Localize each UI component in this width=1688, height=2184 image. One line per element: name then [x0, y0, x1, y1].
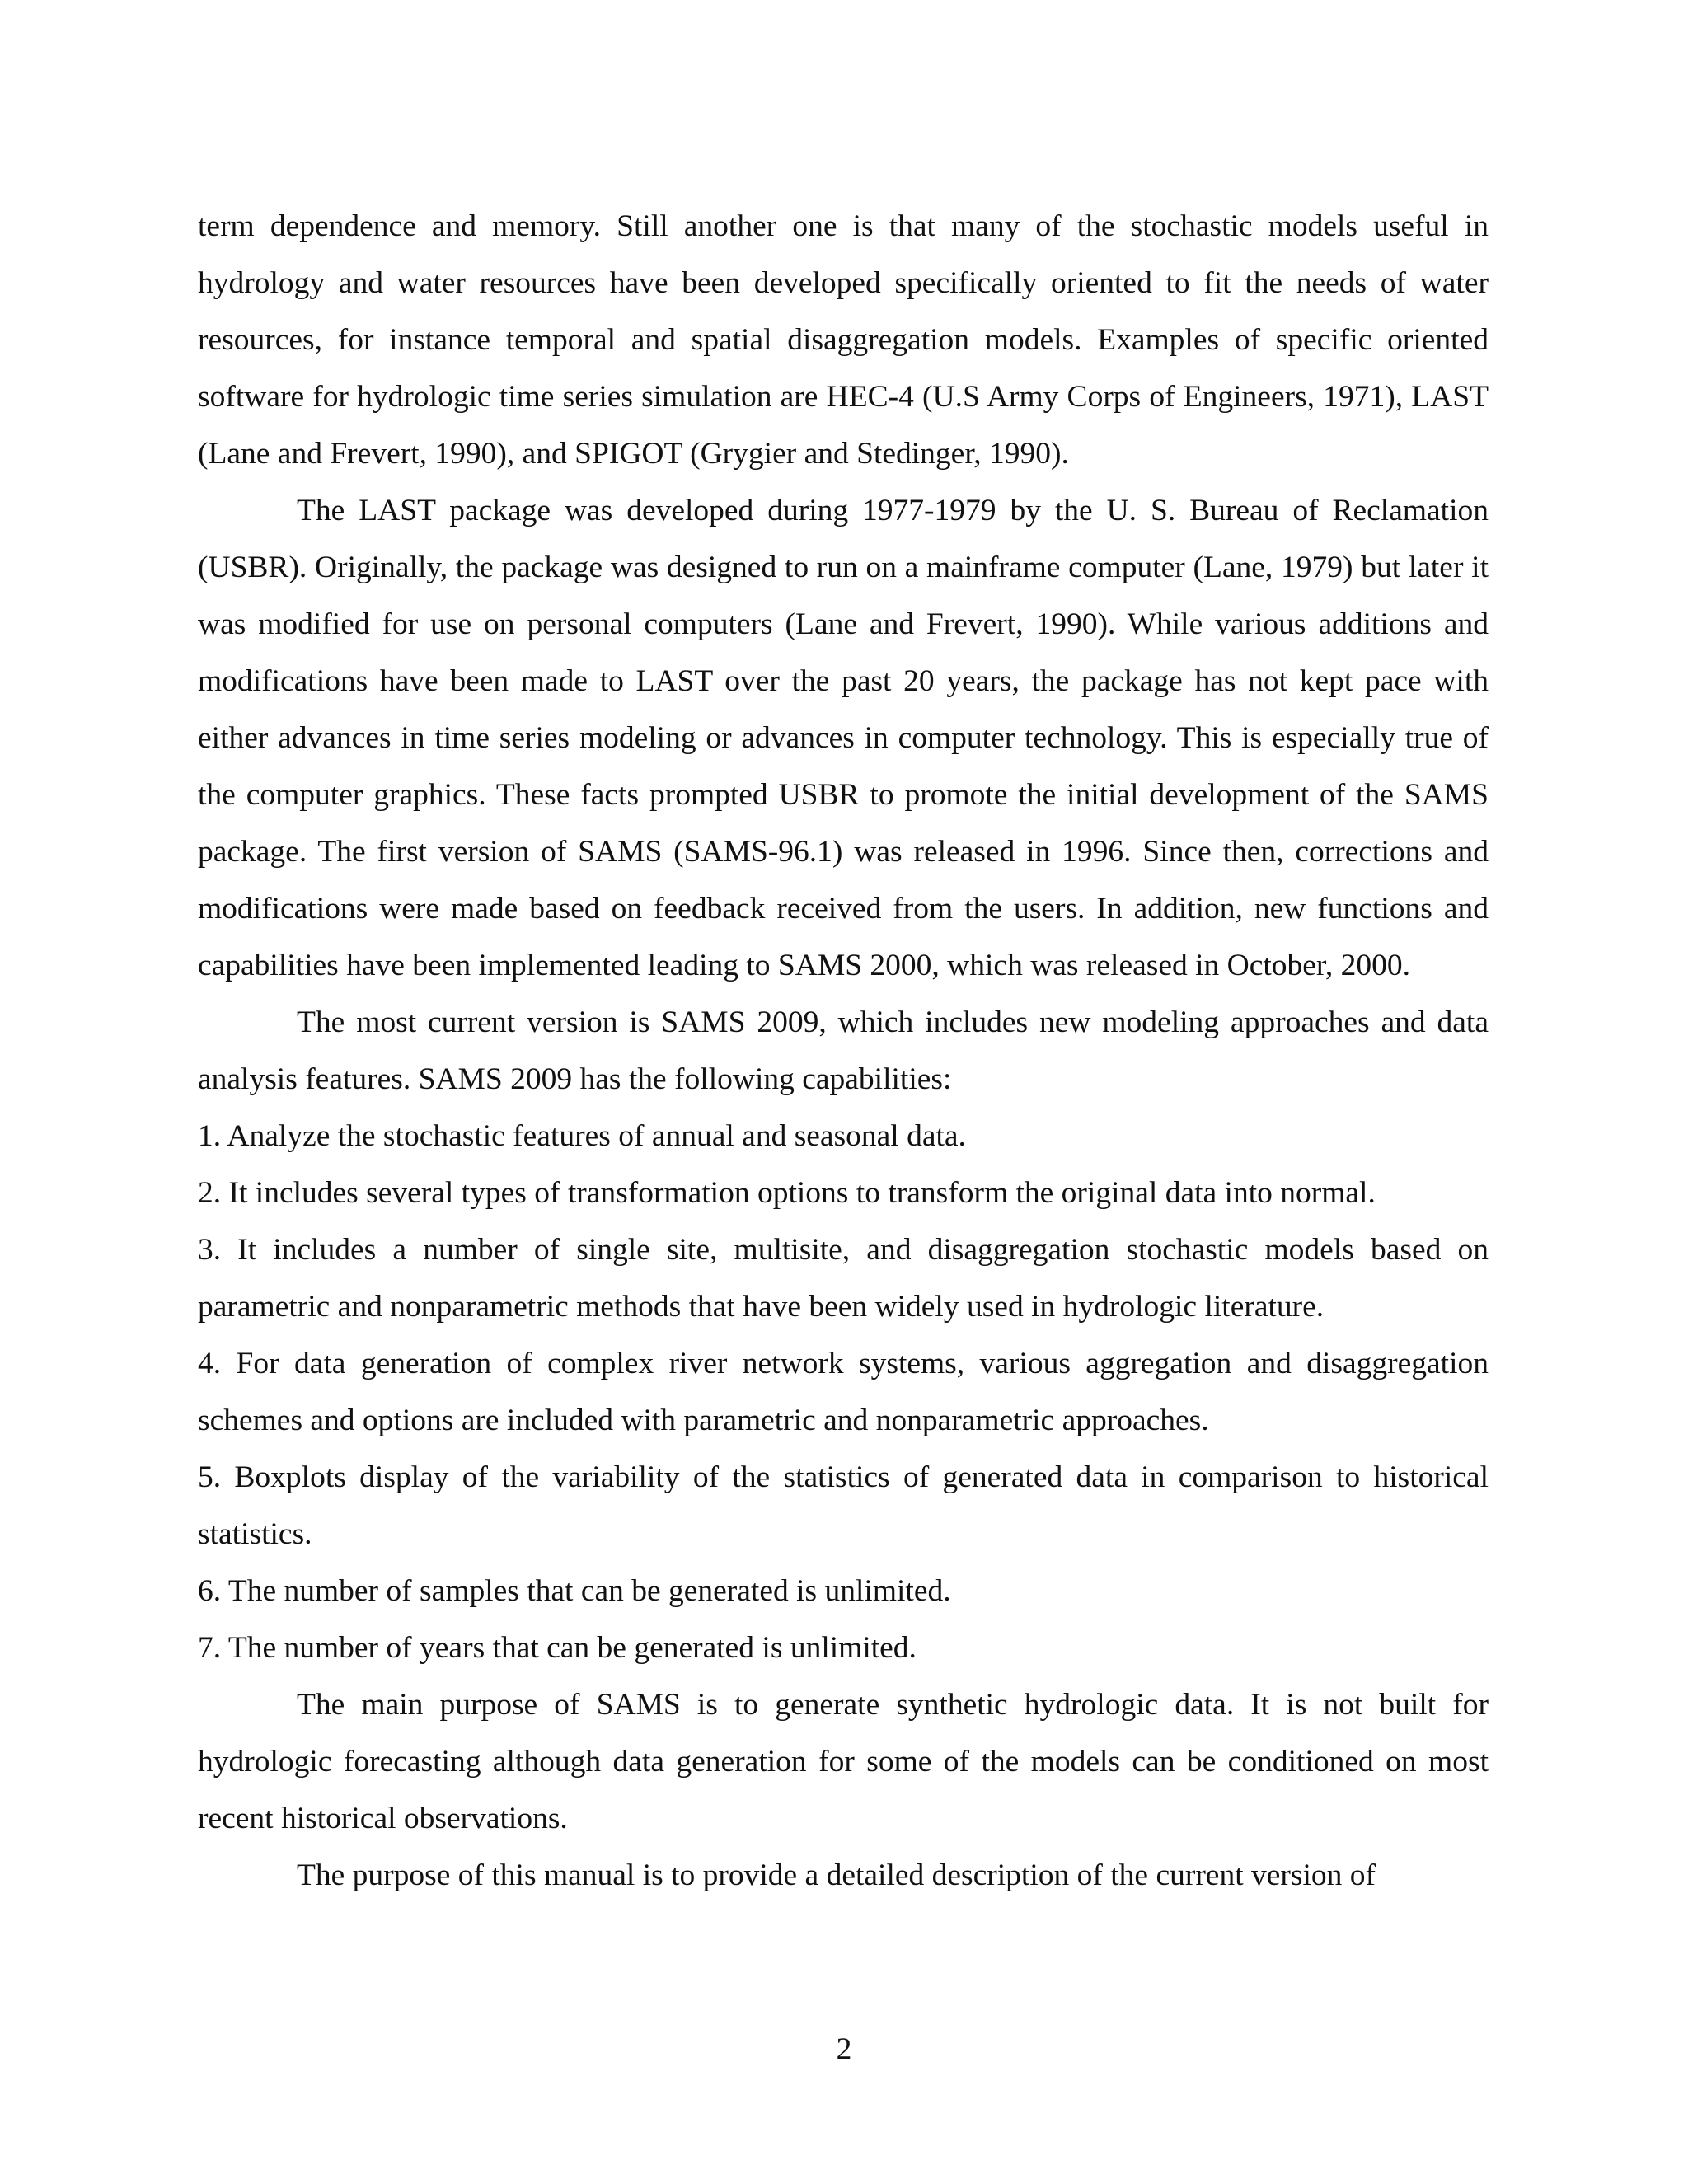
list-item: 5. Boxplots display of the variability of the statistics of generated data in comparison to historical statistics.: [198, 1460, 1489, 1551]
paragraph-main-purpose: The main purpose of SAMS is to generate synthetic hydrologic data. It is not built for hydrologic forecasting although data generation for some of the models can be conditioned on most recent historical observations.: [198, 1688, 1489, 1835]
paragraph-current-version: The most current version is SAMS 2009, which includes new modeling approaches and data analysis features. SAMS 2009 has the following capabilities:: [198, 1005, 1489, 1096]
paragraph-last-history: The LAST package was developed during 1977-1979 by the U. S. Bureau of Reclamation (USBR). Originally, the package was designed to run on a mainframe computer (Lane, 1979) but later it was modified for use on personal computers (Lane and Frevert, 1990). While various additions and modifications have been made to LAST over the past 20 years, the package has not kept pace with either advances in time series modeling or advances in computer technology. This is especially true of the computer graphics. These facts prompted USBR to promote the initial development of the SAMS package. The first version of SAMS (SAMS-96.1) was released in 1996. Since then, corrections and modifications were made based on feedback received from the users. In addition, new functions and capabilities have been implemented leading to SAMS 2000, which was released in October, 2000.: [198, 494, 1489, 982]
page-number: 2: [836, 2032, 852, 2066]
capabilities-list: [198, 1108, 1489, 1676]
list-item: 6. The number of samples that can be generated is unlimited.: [198, 1574, 951, 1608]
list-item: 7. The number of years that can be generated is unlimited.: [198, 1631, 917, 1665]
list-item: 1. Analyze the stochastic features of annual and seasonal data.: [198, 1119, 966, 1153]
page-body: [198, 198, 1489, 1904]
list-item: 2. It includes several types of transformation options to transform the original data into normal.: [198, 1176, 1376, 1210]
list-item: 3. It includes a number of single site, multisite, and disaggregation stochastic models based on parametric and nonparametric methods that have been widely used in hydrologic literature.: [198, 1233, 1489, 1324]
list-item: 4. For data generation of complex river network systems, various aggregation and disaggregation schemes and options are included with parametric and nonparametric approaches.: [198, 1347, 1489, 1437]
paragraph-continuation: term dependence and memory. Still another one is that many of the stochastic models useful in hydrology and water resources have been developed specifically oriented to fit the needs of water resources, for instance temporal and spatial disaggregation models. Examples of specific oriented software for hydrologic time series simulation are HEC-4 (U.S Army Corps of Engineers, 1971), LAST (Lane and Frevert, 1990), and SPIGOT (Grygier and Stedinger, 1990).: [198, 209, 1489, 471]
paragraph-manual-purpose: The purpose of this manual is to provide a detailed description of the current version of: [297, 1858, 1376, 1892]
